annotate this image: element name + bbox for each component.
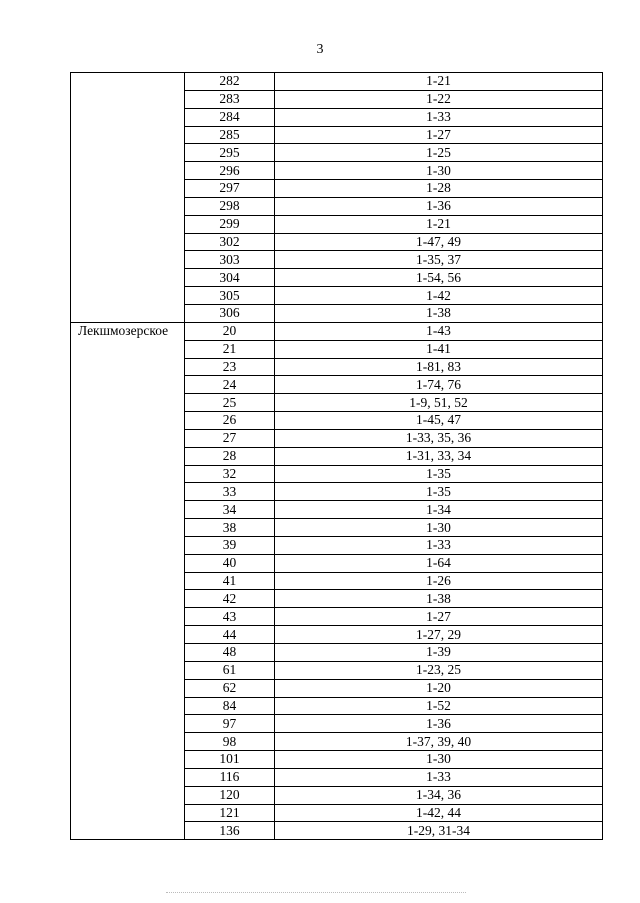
allotments-cell: 1-39: [275, 644, 603, 662]
quarter-number-cell: 40: [185, 554, 275, 572]
allotments-cell: 1-22: [275, 90, 603, 108]
allotments-cell: 1-43: [275, 322, 603, 340]
quarter-number-cell: 285: [185, 126, 275, 144]
quarter-number-cell: 136: [185, 822, 275, 840]
allotments-cell: 1-33, 35, 36: [275, 429, 603, 447]
allotments-cell: 1-74, 76: [275, 376, 603, 394]
allotments-cell: 1-36: [275, 715, 603, 733]
allotments-cell: 1-35: [275, 483, 603, 501]
quarter-number-cell: 295: [185, 144, 275, 162]
quarter-number-cell: 24: [185, 376, 275, 394]
allotments-cell: 1-21: [275, 73, 603, 91]
quarter-number-cell: 39: [185, 536, 275, 554]
quarter-number-cell: 120: [185, 786, 275, 804]
quarter-number-cell: 302: [185, 233, 275, 251]
allotments-cell: 1-81, 83: [275, 358, 603, 376]
quarter-number-cell: 306: [185, 304, 275, 322]
allotments-cell: 1-28: [275, 180, 603, 198]
table-body: [71, 73, 603, 840]
allotments-cell: 1-33: [275, 108, 603, 126]
quarter-number-cell: 48: [185, 644, 275, 662]
allotments-cell: 1-34, 36: [275, 786, 603, 804]
allotments-cell: 1-47, 49: [275, 233, 603, 251]
allotments-cell: 1-9, 51, 52: [275, 394, 603, 412]
page-bottom-edge: [166, 892, 466, 893]
quarter-number-cell: 296: [185, 162, 275, 180]
allotments-cell: 1-35: [275, 465, 603, 483]
allotments-cell: 1-25: [275, 144, 603, 162]
quarter-number-cell: 121: [185, 804, 275, 822]
quarter-number-cell: 62: [185, 679, 275, 697]
quarter-number-cell: 84: [185, 697, 275, 715]
allotments-cell: 1-42: [275, 287, 603, 305]
page-number: 3: [316, 42, 324, 57]
quarter-number-cell: 26: [185, 412, 275, 430]
district-name-cell: Лекшмозерское: [71, 322, 185, 839]
quarter-number-cell: 98: [185, 733, 275, 751]
quarter-number-cell: 38: [185, 519, 275, 537]
quarter-number-cell: 27: [185, 429, 275, 447]
quarter-number-cell: 25: [185, 394, 275, 412]
quarter-number-cell: 101: [185, 751, 275, 769]
quarter-number-cell: 43: [185, 608, 275, 626]
quarter-number-cell: 21: [185, 340, 275, 358]
allotments-cell: 1-30: [275, 162, 603, 180]
quarter-number-cell: 97: [185, 715, 275, 733]
allotments-cell: 1-26: [275, 572, 603, 590]
allotments-cell: 1-27: [275, 608, 603, 626]
table-row: [71, 73, 603, 91]
quarter-number-cell: 42: [185, 590, 275, 608]
allotments-cell: 1-64: [275, 554, 603, 572]
forest-quarters-table: [70, 72, 603, 840]
allotments-cell: 1-31, 33, 34: [275, 447, 603, 465]
quarter-number-cell: 303: [185, 251, 275, 269]
quarter-number-cell: 305: [185, 287, 275, 305]
allotments-cell: 1-38: [275, 590, 603, 608]
quarter-number-cell: 116: [185, 768, 275, 786]
allotments-cell: 1-30: [275, 751, 603, 769]
allotments-cell: 1-52: [275, 697, 603, 715]
quarter-number-cell: 61: [185, 661, 275, 679]
quarter-number-cell: 20: [185, 322, 275, 340]
allotments-cell: 1-42, 44: [275, 804, 603, 822]
allotments-cell: 1-33: [275, 768, 603, 786]
quarter-number-cell: 32: [185, 465, 275, 483]
allotments-cell: 1-41: [275, 340, 603, 358]
quarter-number-cell: 44: [185, 626, 275, 644]
allotments-cell: 1-33: [275, 536, 603, 554]
quarter-number-cell: 23: [185, 358, 275, 376]
quarter-number-cell: 28: [185, 447, 275, 465]
allotments-cell: 1-45, 47: [275, 412, 603, 430]
district-name-cell: [71, 73, 185, 323]
allotments-cell: 1-30: [275, 519, 603, 537]
allotments-cell: 1-35, 37: [275, 251, 603, 269]
quarter-number-cell: 298: [185, 197, 275, 215]
allotments-cell: 1-34: [275, 501, 603, 519]
quarter-number-cell: 284: [185, 108, 275, 126]
quarter-number-cell: 299: [185, 215, 275, 233]
allotments-cell: 1-29, 31-34: [275, 822, 603, 840]
table-row: [71, 322, 603, 340]
quarter-number-cell: 304: [185, 269, 275, 287]
allotments-cell: 1-37, 39, 40: [275, 733, 603, 751]
allotments-cell: 1-21: [275, 215, 603, 233]
quarter-number-cell: 283: [185, 90, 275, 108]
allotments-cell: 1-27: [275, 126, 603, 144]
quarter-number-cell: 297: [185, 180, 275, 198]
quarter-number-cell: 282: [185, 73, 275, 91]
allotments-cell: 1-38: [275, 304, 603, 322]
allotments-cell: 1-36: [275, 197, 603, 215]
allotments-cell: 1-27, 29: [275, 626, 603, 644]
quarter-number-cell: 33: [185, 483, 275, 501]
allotments-cell: 1-20: [275, 679, 603, 697]
quarter-number-cell: 41: [185, 572, 275, 590]
allotments-cell: 1-23, 25: [275, 661, 603, 679]
allotments-cell: 1-54, 56: [275, 269, 603, 287]
quarter-number-cell: 34: [185, 501, 275, 519]
